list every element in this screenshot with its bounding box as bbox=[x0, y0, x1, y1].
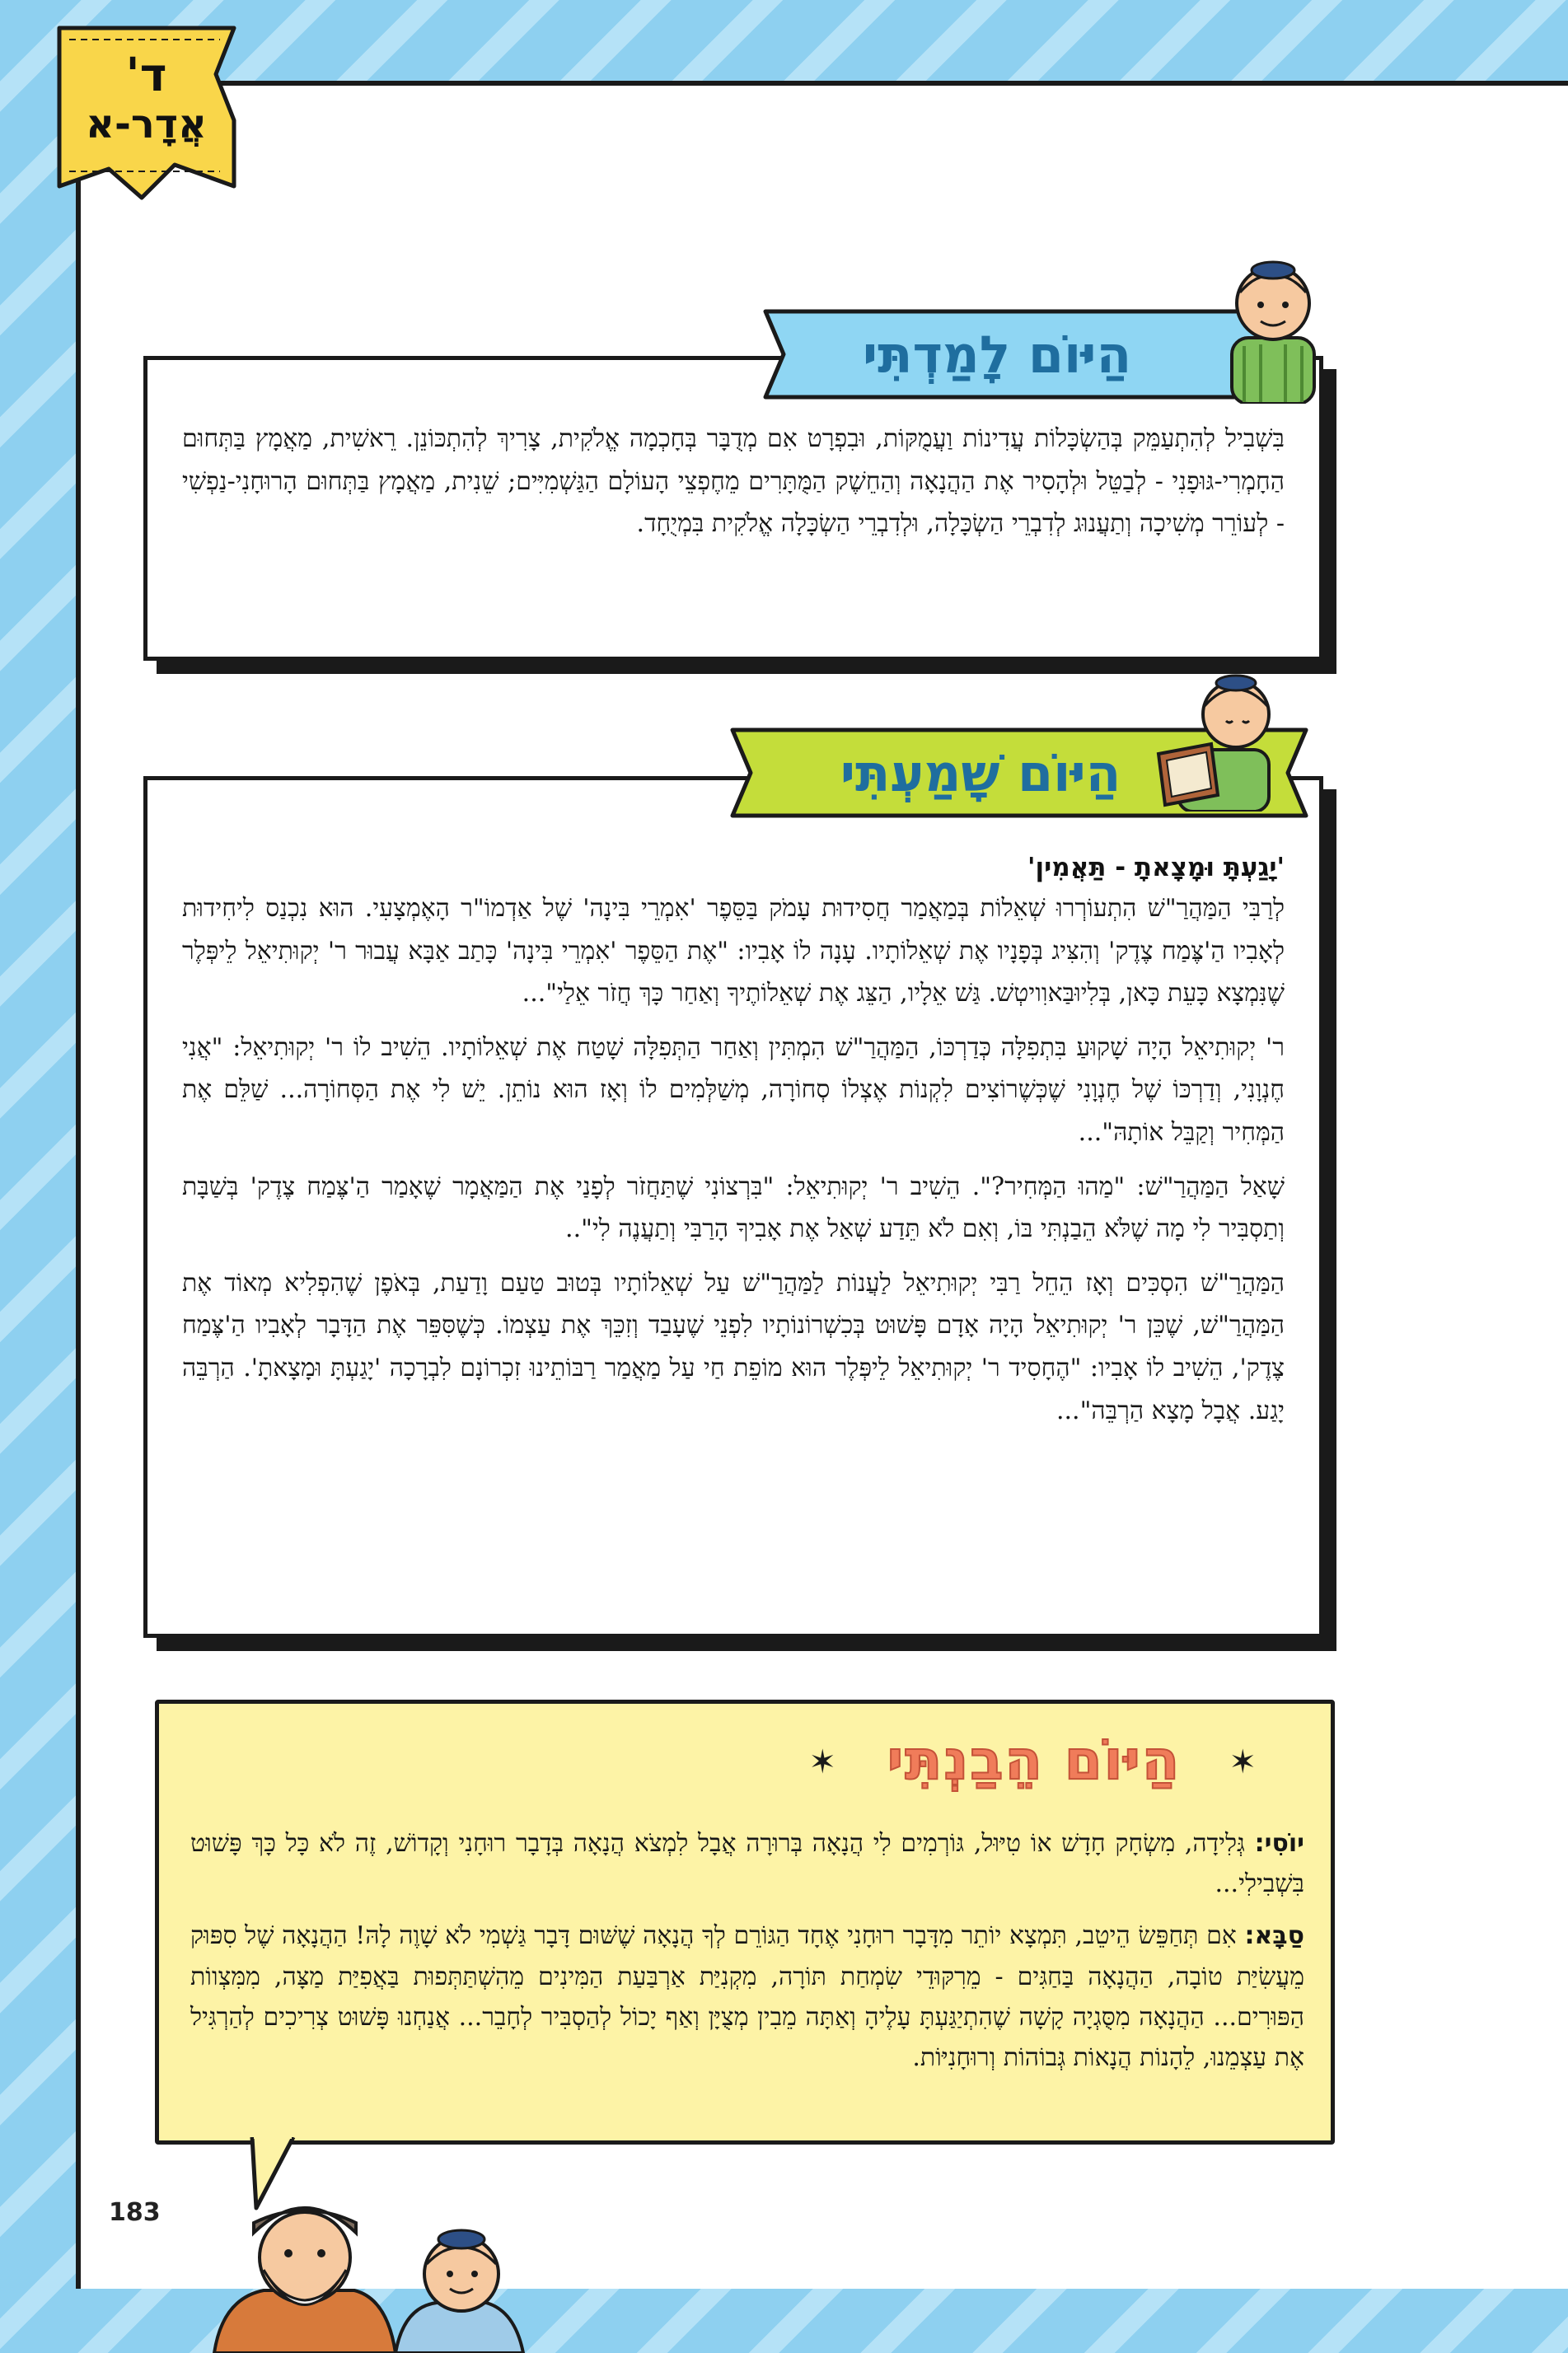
date-day: ד' bbox=[125, 49, 167, 102]
dialogue-text: גְּלִידָה, מִשְׂחָק חָדָשׁ אוֹ טִיּוּל, גּוֹרְמִים לִי הֲנָאָה בְּרוּרָה אֲבָל לִמְצֹא הֲנָאָה בְּדָבָר רוּחָנִי וְקָדוֹשׁ, זֶה לֹא כָּל כָּךְ פָּשׁוּט בִּשְׁבִילִי... bbox=[190, 1829, 1304, 1899]
heard-today-box bbox=[143, 776, 1323, 1638]
page-number: 183 bbox=[109, 2198, 161, 2227]
speaker-yossi: יוֹסִי: bbox=[1254, 1829, 1304, 1858]
learned-today-title: הַיּוֹם לָמַדְתִּי bbox=[862, 324, 1132, 385]
sparkle-icon: ✶ bbox=[808, 1743, 836, 1781]
dialogue-line-saba bbox=[190, 1916, 1304, 2078]
dialogue-line-yossi bbox=[190, 1823, 1304, 1904]
sparkle-icon: ✶ bbox=[1229, 1743, 1257, 1781]
date-month: אֲדָר-א bbox=[86, 101, 207, 148]
understood-today-title: הַיּוֹם הֵבַנְתִּי bbox=[887, 1728, 1182, 1792]
story-paragraph: לְרַבִּי הַמַּהֲרַ"שׁ הִתְעוֹרְרוּ שְׁאֵלוֹת בְּמַאֲמַר חֲסִידוּת עָמֹק בַּסֵּפֶר 'אִמְרֵי בִּינָה' שֶׁל אַדְמוֹ"ר הָאֶמְצָעִי. הוּא נִכְנַס לִיחִידוּת לְאָבִיו הַ'צֶּמַח צֶדֶק' וְהִצִּיג בְּפָנָיו אֶת שְׁאֵלוֹתָיו. עָנָה לוֹ אָבִיו: "אֶת הַסֵּפֶר 'אִמְרֵי בִּינָה' כָּתַב אַבָּא עֲבוּר ר' יְקוּתִיאֵל לֵיפְּלֶר שֶׁנִּמְצָא כָּעֵת כָּאן, בְּלִיוּבַּאוִויטְשׁ. גַּשׁ אֵלָיו, הַצֵּג אֶת שְׁאֵלוֹתֶיךָ וְאַחַר כָּךְ חֲזֹר אֵלַי"... bbox=[182, 894, 1285, 1008]
story-paragraph: ר' יְקוּתִיאֵל הָיָה שָׁקוּעַ בִּתְפִלָּה כְּדַרְכּוֹ, הַמַּהֲרַ"שׁ הִמְתִּין וְאַחַר הַתְּפִלָּה שָׁטַח אֶת שְׁאֵלוֹתָיו. הֵשִׁיב לוֹ ר' יְקוּתִיאֵל: "אֲנִי חֶנְוָנִי, וְדַרְכּוֹ שֶׁל חֶנְוָנִי שֶׁכְּשֶׁרוֹצִים לִקְנוֹת אֶצְלוֹ סְחוֹרָה, מְשַׁלְּמִים לוֹ וְאָז הוּא נוֹתֵן. יֵשׁ לִי אֶת הַסְּחוֹרָה... שַׁלֵּם אֶת הַמְּחִיר וְקַבֵּל אוֹתָהּ"... bbox=[182, 1032, 1285, 1147]
heard-today-title: הַיּוֹם שָׁמַעְתִּי bbox=[840, 742, 1121, 803]
speaker-saba: סַבָּא: bbox=[1244, 1921, 1304, 1951]
story-title: 'יָגַעְתָּ וּמָצָאתָ - תַּאֲמִין' bbox=[1027, 853, 1285, 882]
date-flag bbox=[51, 25, 241, 202]
reading-boy-avatar-icon bbox=[1154, 663, 1294, 812]
learned-today-paragraph: בִּשְׁבִיל לְהִתְעַמֵּק בְּהַשְׂכָּלוֹת עֲדִינוֹת וַעֲמֻקּוֹת, וּבִפְרָט אִם מְדֻבָּר בְּחָכְמָה אֱלֹקִית, צָרִיךְ לְהִתְכּוֹנֵן. רֵאשִׁית, מַאֲמָץ בַּתְּחוּם הַחָמְרִי-גּוּפָנִי - לְבַטֵּל וּלְהָסִיר אֶת הַהֲנָאָה וְהַחֵשֶׁק הַמֻּתָּרִים מֵחֶפְצֵי הָעוֹלָם הַגַּשְׁמִיִּים; שֵׁנִית, מַאֲמָץ בַּתְּחוּם הָרוּחָנִי-נַפְשִׁי - לְעוֹרֵר מְשִׁיכָה וְתַעֲנוּג לְדִבְרֵי הַשְׂכָּלָה, וּלְדִבְרֵי הַשְׂכָּלָה אֱלֹקִית בִּמְיֻחָד. bbox=[182, 424, 1285, 539]
boy-avatar-icon bbox=[1215, 247, 1331, 404]
grandfather-and-boy-illustration bbox=[206, 2183, 552, 2353]
story-paragraph: שָׁאַל הַמַּהֲרַ"שׁ: "מַהוּ הַמְּחִיר?". הֵשִׁיב ר' יְקוּתִיאֵל: "בִּרְצוֹנִי שֶׁתַּחֲזֹר לְפָנַי אֶת הַמַּאֲמָר שֶׁאָמַר הַ'צֶּמַח צֶדֶק' בְּשַׁבָּת וְתַסְבִּיר לִי מָה שֶׁלֹּא הֵבַנְתִּי בּוֹ, וְאִם לֹא תֵּדַע שְׁאַל אֶת אָבִיךָ הָרַבִּי וְתַעֲנֶה לִי".. bbox=[182, 1172, 1285, 1244]
dialogue-text: אִם תְּחַפֵּשׂ הֵיטֵב, תִּמְצָא יוֹתֵר מִדָּבָר רוּחָנִי אֶחָד הַגּוֹרֵם לְךָ הֲנָאָה שֶׁשּׁוּם דָּבָר גַּשְׁמִי לֹא שָׁוֶה לָהּ! הַהֲנָאָה שֶׁל סִפּוּק מֵעֲשִׂיַּת טוֹבָה, הַהֲנָאָה בַּחַגִּים - מֵרִקּוּדֵי שִׂמְחַת תּוֹרָה, מִקְנִיַּת אַרְבַּעַת הַמִּינִים מֵהִשְׁתַּתְּפוּת בַּאֲפִיַּת מַצָּה, מִמִּצְווֹת הַפּוּרִים... הַהֲנָאָה מִסֻּגְיָה קָשָׁה שֶׁהִתְיַגַּעְתָּ עָלֶיהָ וְאַתָּה מֵבִין מְצֻיָּן וְאַף יָכוֹל לְהַסְבִּיר לְחָבֵר... אֲנַחְנוּ פָּשׁוּט צְרִיכִים לְהַרְגִּיל אֶת עַצְמֵנוּ, לֵהָנוֹת הֲנָאוֹת גְּבוֹהוֹת וְרוּחָנִיּוֹת. bbox=[190, 1921, 1304, 2072]
understood-today-box bbox=[155, 1700, 1335, 2145]
story-paragraph: הַמַּהֲרַ"שׁ הִסְכִּים וְאָז הֵחֵל רַבִּי יְקוּתִיאֵל לַעֲנוֹת לַמַּהֲרַ"שׁ עַל שְׁאֵלוֹתָיו בְּטוּב טַעַם וָדַעַת, בְּאֹפֶן שֶׁהִפְלִיא מְאוֹד אֶת הַמַּהֲרַ"שׁ, שֶׁכֵּן ר' יְקוּתִיאֵל הָיָה אָדָם פָּשׁוּט בְּכִשְׁרוֹנוֹתָיו לִפְנֵי שֶׁעָבַד וְזִכֵּךְ אֶת עַצְמוֹ. כְּשֶׁסִּפֵּר אֶת הַדָּבָר לְאָבִיו הַ'צֶּמַח צֶדֶק', הֵשִׁיב לוֹ אָבִיו: "הֶחָסִיד ר' יְקוּתִיאֵל לֵיפְּלֶר הוּא מוֹפֵת חַי עַל מַאֲמַר רַבּוֹתֵינוּ זִכְרוֹנָם לִבְרָכָה 'יָגַעְתָּ וּמָצָאתָ'. הַרְבֵּה יָגַע. אֲבָל מָצָא הַרְבֵּה"... bbox=[182, 1268, 1285, 1425]
